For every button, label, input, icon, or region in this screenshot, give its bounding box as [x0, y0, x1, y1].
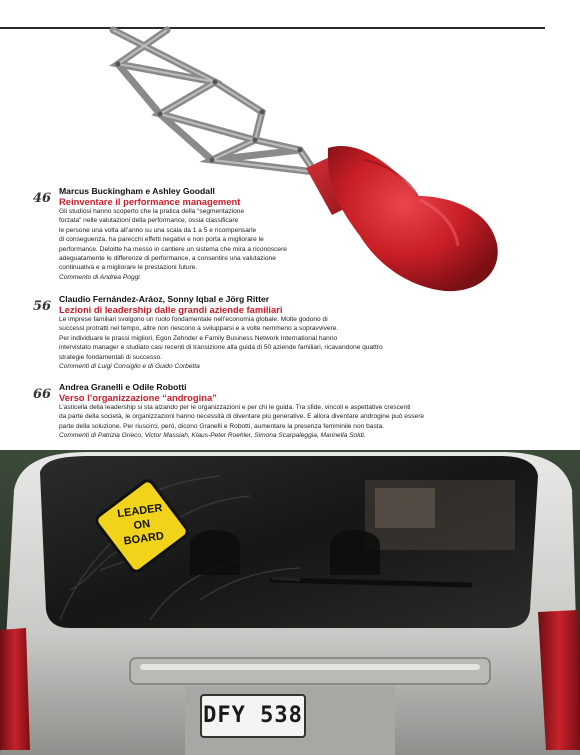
article-authors: Andrea Granelli e Odile Robotti	[59, 382, 187, 392]
abstract-line: Per individuare le prassi migliori, Egon Zehnder e Family Business Network International hanno	[59, 334, 338, 342]
abstract-line: di conseguenza, ha parecchi effetti negativi e non porta a migliorare le	[59, 236, 264, 244]
abstract-line: performance. Deloitte ha messo in cantiere un sistema che mira a riconoscere	[59, 245, 287, 253]
article-commentary: Commento di Andrea Poggi	[59, 273, 140, 281]
page-number: 66	[33, 387, 52, 402]
page-number: 56	[33, 299, 52, 314]
license-plate-number: DFY 538	[203, 703, 303, 728]
car-rear-photo	[0, 450, 580, 755]
article-abstract	[59, 207, 287, 282]
article-authors: Claudio Fernández-Aráoz, Sonny Iqbal e Jörg Ritter	[59, 294, 270, 304]
article-commentary: Commenti di Patrizia Grieco, Victor Massiah, Klaus-Peter Roehler, Simona Scarpaleggia, Marinella Soldi.	[59, 432, 366, 440]
article-authors: Marcus Buckingham e Ashley Goodall	[59, 186, 215, 196]
article-title[interactable]: Reinventare il performance management	[59, 196, 241, 207]
sign-line-2: ON	[132, 517, 151, 533]
page-number: 46	[33, 191, 52, 206]
license-plate	[200, 694, 306, 738]
article-title[interactable]: Verso l’organizzazione “androgina”	[59, 392, 217, 403]
abstract-line: L’asticella della leadership si sta alzando per le organizzazioni e per chi le guida. Tra sfide, vincoli e aspettative crescenti	[59, 404, 411, 411]
sign-line-3: BOARD	[122, 530, 165, 548]
abstract-line: Gli studiosi hanno scoperto che la pratica della “segmentazione	[59, 208, 245, 215]
abstract-line: forzata” nelle valutazioni della performance, ossia classificare	[59, 217, 239, 225]
sign-line-1: LEADER	[116, 502, 164, 521]
abstract-line: continuativa e a migliorare le prestazioni future.	[59, 264, 198, 272]
leader-on-board-sign	[92, 476, 192, 576]
abstract-line: intervistato manager e studiato casi recenti di transizione alla guida di 50 aziende familiari, ricavandone quattro	[59, 344, 383, 352]
article-commentary: Commenti di Luigi Consiglio e di Guido Corbetta	[59, 363, 200, 371]
abstract-line: parte della soluzione. Per riuscirci, però, dicono Granelli e Robotti, aumentare la presenza femminile non basta.	[59, 422, 385, 430]
abstract-line: Le imprese familiari svolgono un ruolo fondamentale nell’economia globale. Molte godono di	[59, 316, 328, 323]
article-title[interactable]: Lezioni di leadership dalle grandi aziende familiari	[59, 304, 283, 315]
article-abstract	[59, 315, 383, 371]
abstract-line: da parte della società, le organizzazioni hanno necessità di diventare più generative. E allora diventare androgine può essere	[59, 413, 425, 421]
article-abstract	[59, 403, 424, 441]
abstract-line: strategie fondamentali di successo.	[59, 353, 162, 361]
abstract-line: adeguatamente le differenze di performance, a consentire una valutazione	[59, 255, 276, 263]
abstract-line: le persone una volta all’anno su una scala da 1 a 5 e ricompensarle	[59, 226, 257, 234]
abstract-line: successi protratti nel tempo, altre non riescono a svilupparsi e a volte nemmeno a sopravvivere.	[59, 325, 339, 333]
